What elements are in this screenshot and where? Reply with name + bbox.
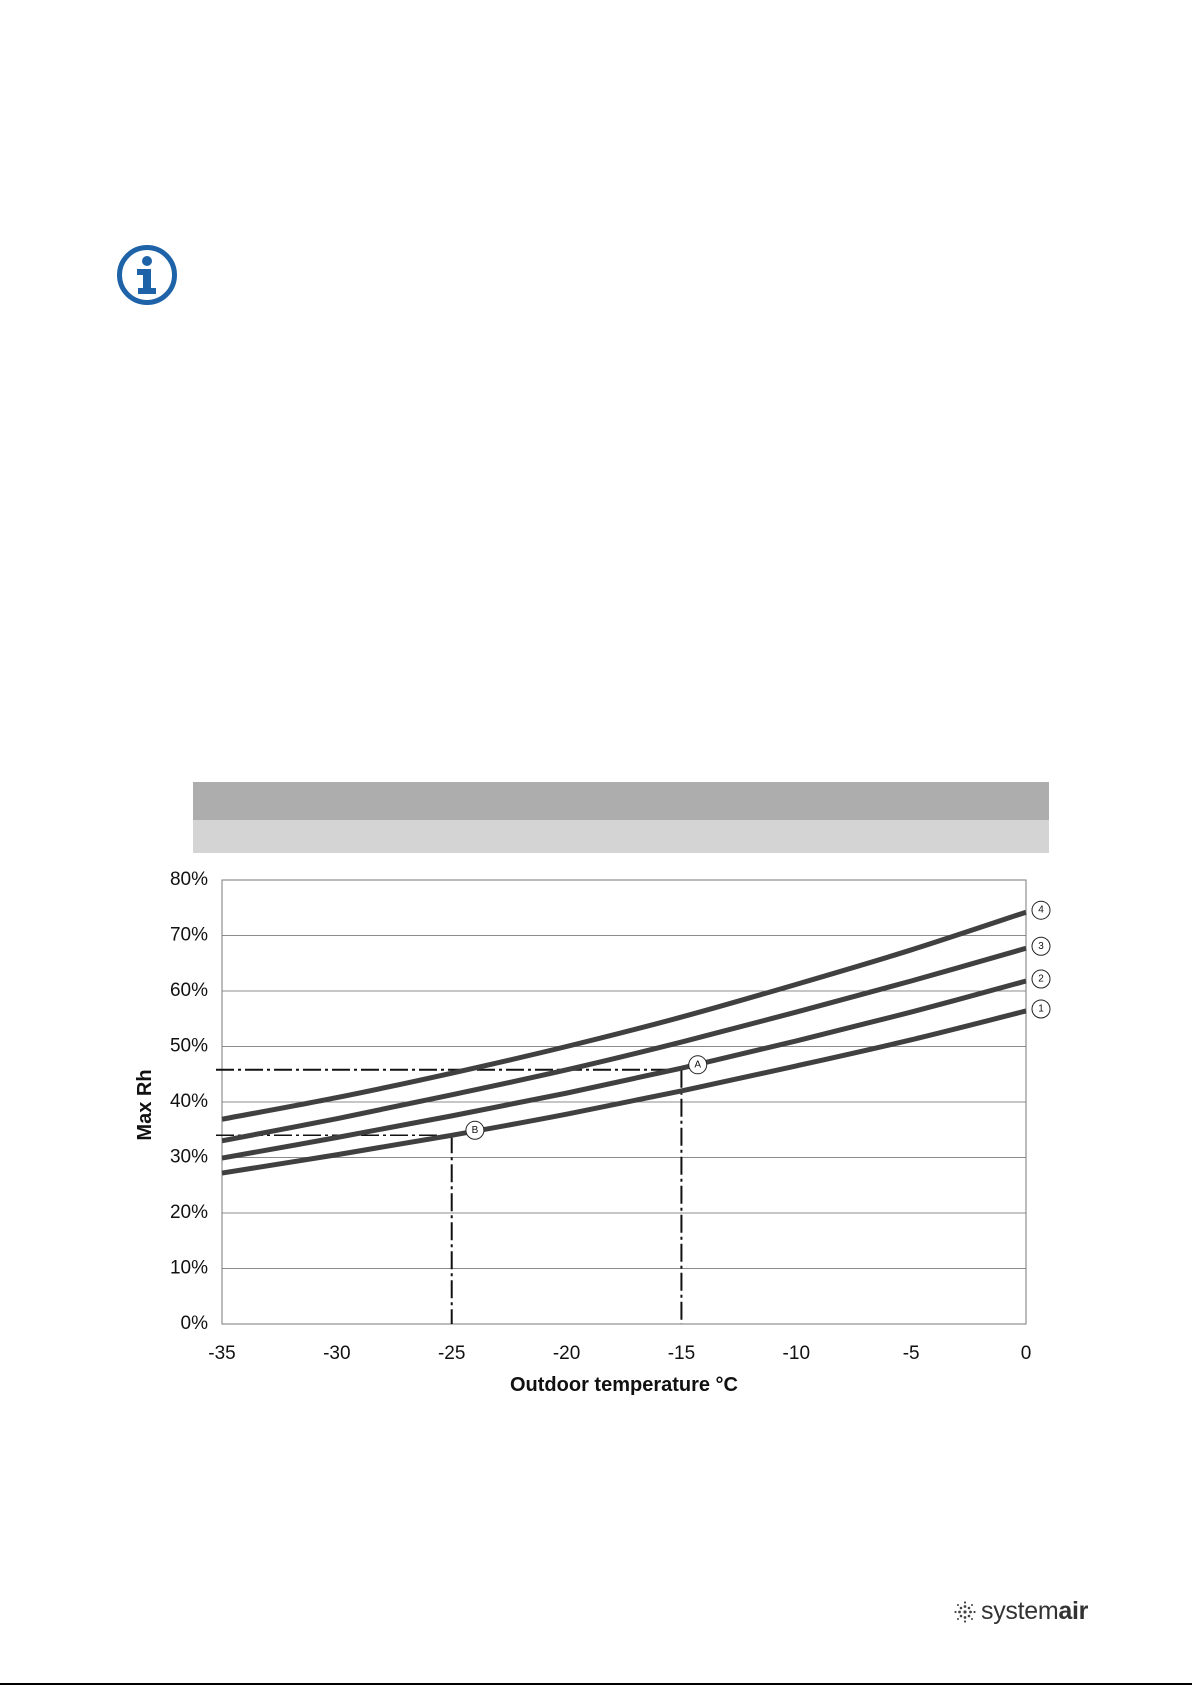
series-label-text: 1 [1038,1003,1044,1015]
series-label-1 [1032,1000,1050,1018]
systemair-logo [954,1597,1088,1626]
series-label-2 [1032,970,1050,988]
y-tick-label: 40% [169,1091,208,1113]
dot-sphere-icon [954,1601,976,1623]
tick-labels [170,869,1031,1364]
series-lines [222,901,1050,1173]
y-tick-label: 30% [169,1146,208,1168]
y-tick-label: 10% [169,1257,208,1279]
x-tick-label: -35 [208,1343,236,1364]
series-label-text: 3 [1038,940,1044,952]
series-line-3 [222,948,1026,1141]
y-tick-label: 20% [169,1202,208,1224]
series-label-text: 4 [1038,904,1044,916]
x-tick-label: -5 [902,1343,920,1364]
y-tick-label: 70% [169,924,208,946]
y-axis-title: Max Rh [134,1069,156,1141]
series-label-3 [1032,937,1050,955]
x-tick-label: -15 [667,1343,696,1364]
y-tick-label: 60% [169,980,208,1002]
x-tick-label: -30 [323,1343,351,1364]
series-line-1 [222,1011,1026,1173]
point-marker-B [466,1121,484,1139]
x-tick-label: -20 [552,1343,581,1364]
point-marker-A [689,1056,707,1074]
y-tick-label: 50% [169,1035,208,1057]
y-tick-label: 0% [180,1313,208,1335]
x-tick-label: 0 [1020,1343,1032,1364]
x-tick-label: -25 [437,1343,466,1364]
x-tick-label: -10 [782,1343,811,1364]
brand-name: systemair [981,1597,1089,1625]
point-marker-text: A [694,1059,702,1071]
point-marker-text: B [471,1124,479,1136]
y-tick-label: 80% [169,869,208,891]
series-label-4 [1032,901,1050,919]
series-label-text: 2 [1038,973,1044,985]
x-axis-title: Outdoor temperature °C [509,1374,739,1396]
